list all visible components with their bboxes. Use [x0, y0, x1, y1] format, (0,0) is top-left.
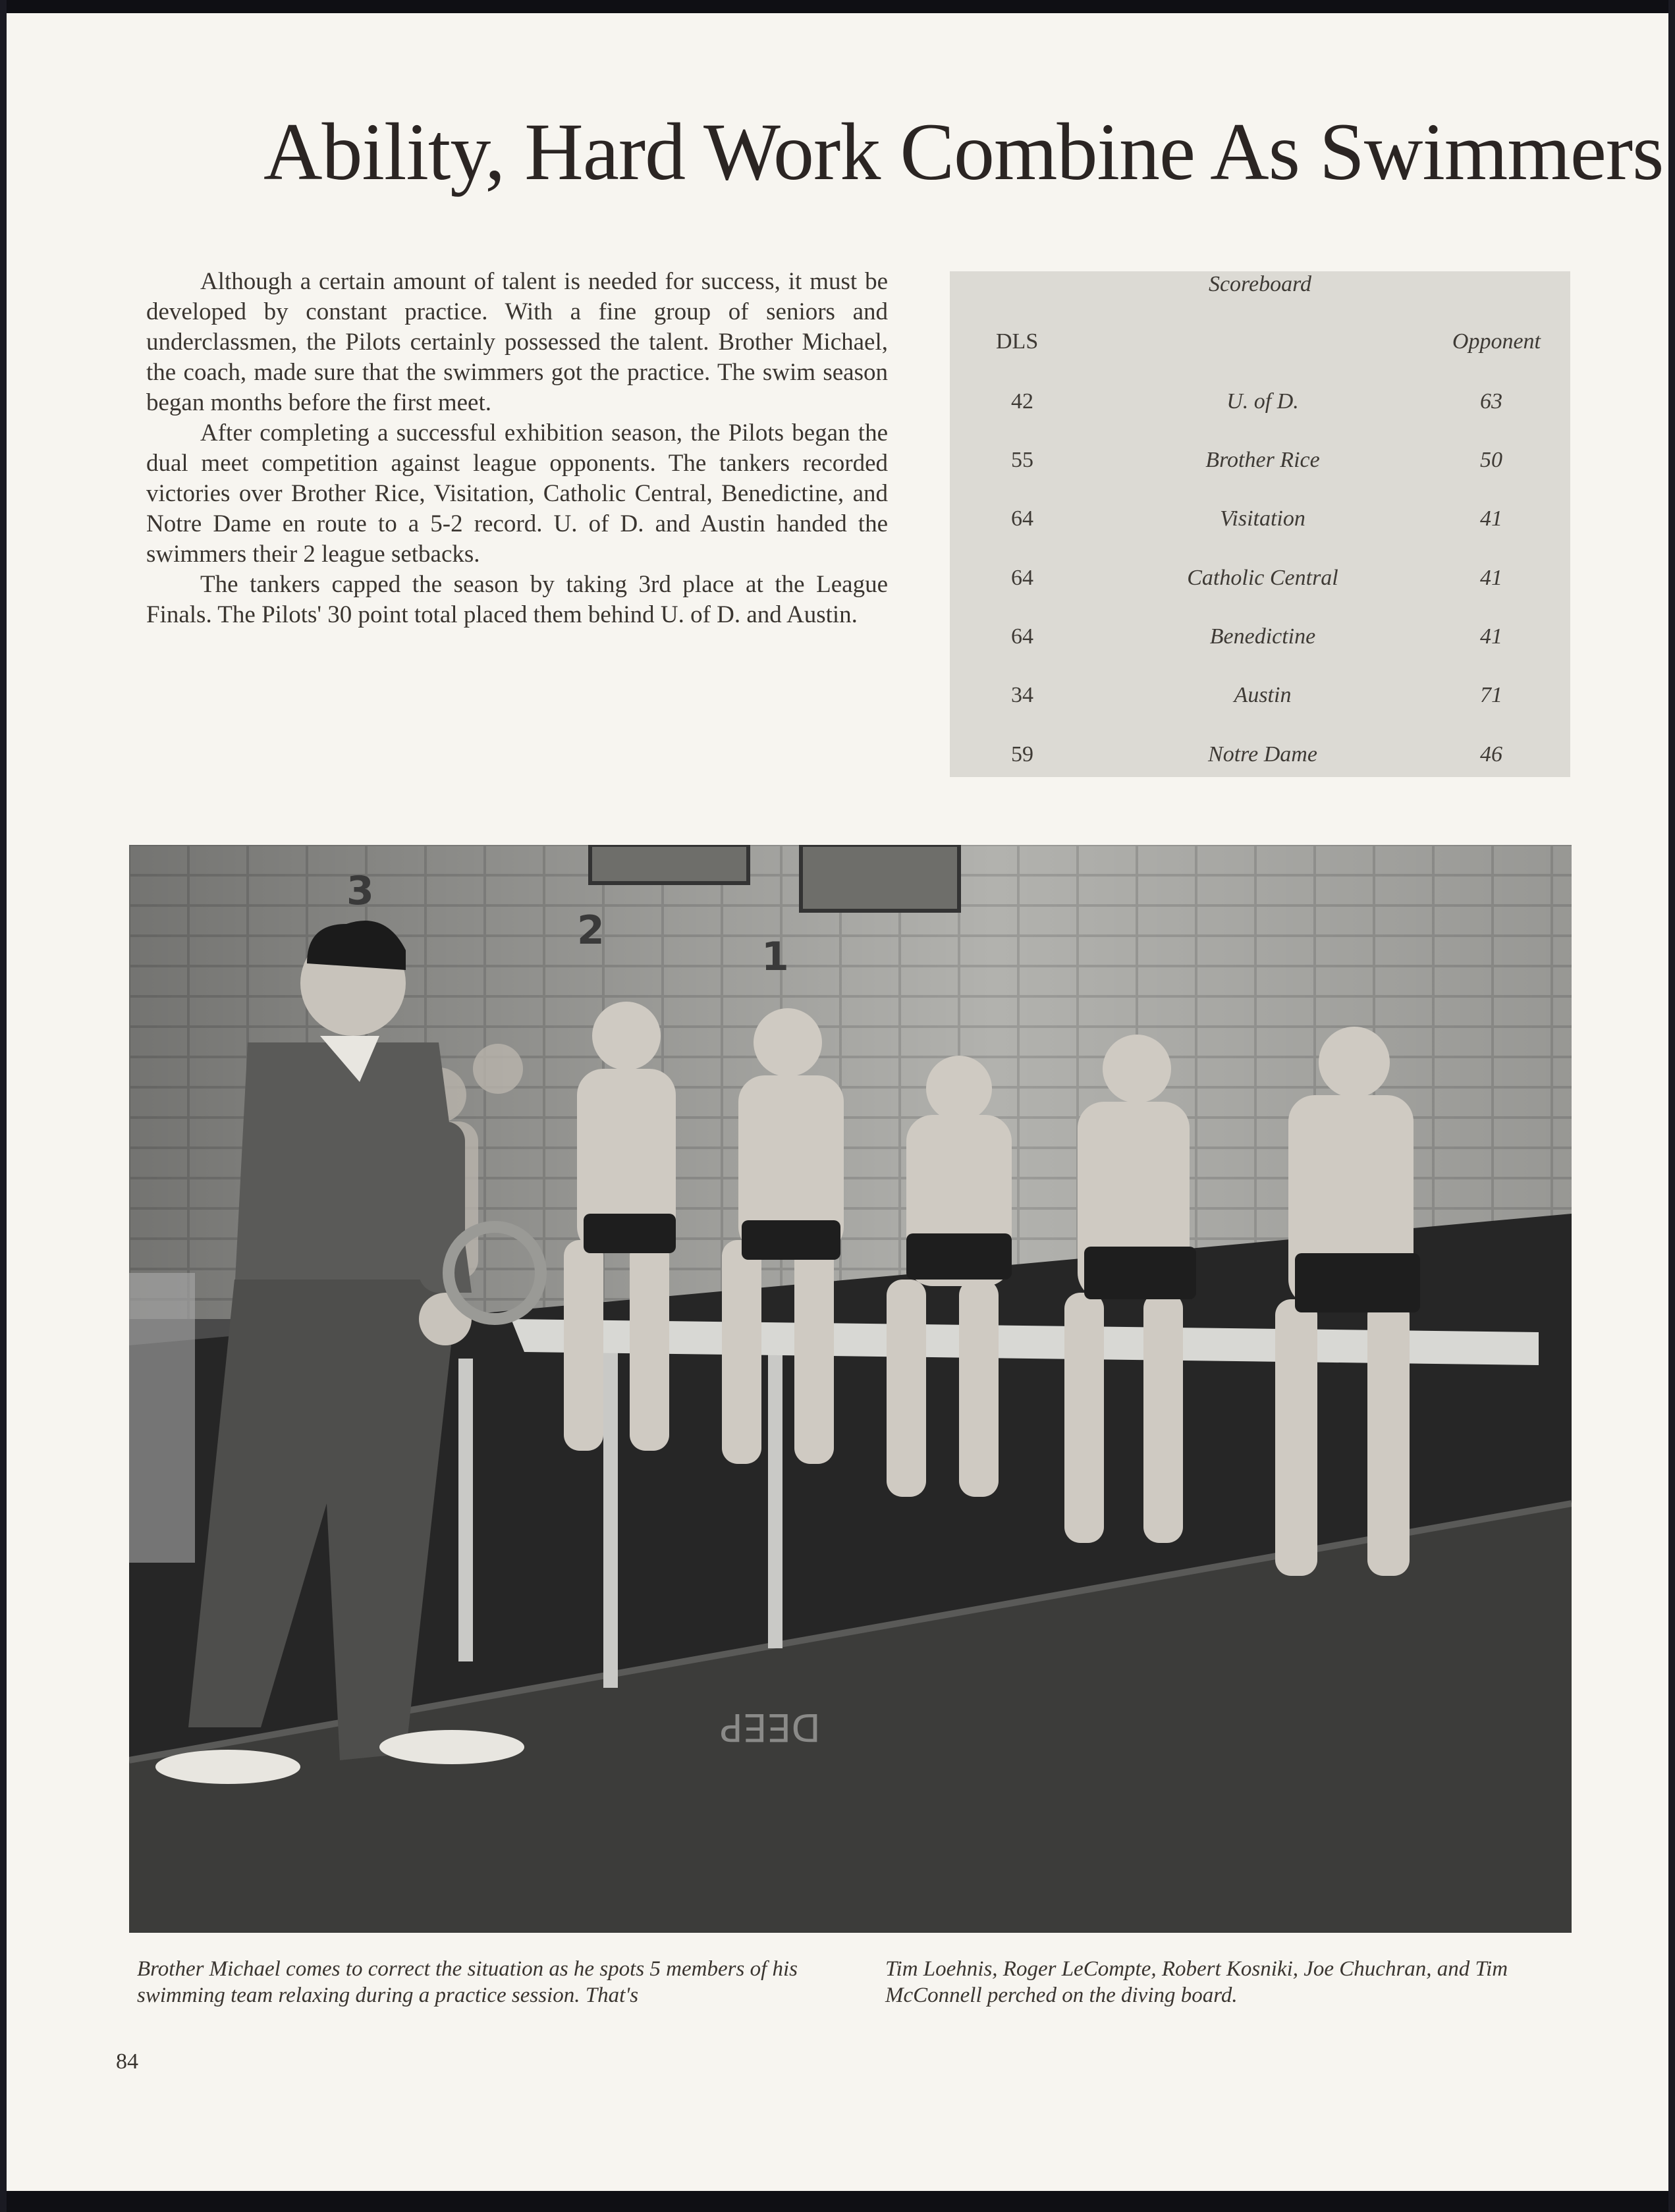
opponent-team: Benedictine	[1209, 624, 1316, 649]
page-headline: Ability, Hard Work Combine As Swimmers	[263, 107, 1664, 197]
page-number: 84	[116, 2049, 138, 2074]
dls-score: 34	[1011, 683, 1033, 707]
swim-team-photo	[129, 845, 1572, 1933]
opponent-score: 41	[1480, 506, 1502, 531]
dls-score: 64	[1011, 506, 1033, 531]
dls-score: 64	[1011, 566, 1033, 590]
scan-edge-bottom	[0, 2191, 1675, 2212]
lane-number: 3	[346, 868, 374, 914]
scoreboard-title: Scoreboard	[1208, 272, 1312, 296]
deck-marking: DEEP	[720, 1705, 821, 1750]
wall-plaque	[590, 845, 748, 883]
scoreboard-row	[950, 739, 1570, 770]
photo-caption-right: Tim Loehnis, Roger LeCompte, Robert Kosniki, Joe Chuchran, and Tim McConnell perched on the diving board.	[885, 1957, 1508, 2007]
ladder-rail	[458, 1359, 473, 1661]
opponent-score: 41	[1480, 566, 1502, 590]
ladder-rail	[603, 1345, 618, 1688]
opponent-score: 46	[1480, 742, 1502, 767]
dls-score: 64	[1011, 624, 1033, 649]
scoreboard-row	[950, 503, 1570, 535]
dls-score: 59	[1011, 742, 1033, 767]
body-paragraph: The tankers capped the season by taking 3rd place at the League Finals. The Pilots' 30 point total placed them behind U. of D. and Austin.	[146, 571, 888, 628]
lane-number: 2	[577, 907, 605, 954]
scoreboard-table	[950, 271, 1570, 777]
wall-plaque	[801, 845, 959, 911]
scan-edge-right	[1668, 0, 1675, 2212]
dls-score: 55	[1011, 448, 1033, 472]
opponent-score: 71	[1480, 683, 1502, 707]
opponent-team: Austin	[1234, 683, 1292, 707]
opponent-team: Catholic Central	[1187, 566, 1338, 590]
opponent-team: Visitation	[1220, 506, 1305, 531]
column-header-dls: DLS	[996, 329, 1039, 354]
opponent-score: 41	[1480, 624, 1502, 649]
scoreboard-row	[950, 562, 1570, 594]
lane-number: 1	[761, 934, 789, 980]
scoreboard-row	[950, 621, 1570, 653]
dls-score: 42	[1011, 389, 1033, 414]
opponent-score: 63	[1480, 389, 1502, 414]
ladder-rail	[768, 1332, 783, 1648]
opponent-team: Brother Rice	[1205, 448, 1320, 472]
body-paragraph: After completing a successful exhibition season, the Pilots began the dual meet competition against league opponents. The tankers recorded victories over Brother Rice, Visitation, Catholic Central, Benedictine, and Notre Dame en route to a 5-2 record. U. of D. and Austin handed the swimmers their 2 league setbacks.	[146, 419, 888, 568]
column-header-opponent: Opponent	[1452, 329, 1541, 354]
scan-edge-left	[0, 0, 7, 2212]
scoreboard-row	[950, 680, 1570, 711]
scoreboard-row	[950, 386, 1570, 418]
body-paragraph: Although a certain amount of talent is needed for success, it must be developed by constant practice. With a fine group of seniors and underclassmen, the Pilots certainly possessed the talent. Brother Michael, the coach, made sure that the swimmers got the practice. The swim season began months before the first meet.	[146, 268, 888, 416]
photo-caption-left: Brother Michael comes to correct the situation as he spots 5 members of his swimming team relaxing during a practice session. That's	[137, 1957, 798, 2007]
opponent-team: Notre Dame	[1208, 742, 1317, 767]
article-body	[146, 267, 888, 630]
opponent-score: 50	[1480, 448, 1502, 472]
opponent-team: U. of D.	[1226, 389, 1299, 414]
scoreboard-row	[950, 445, 1570, 476]
photo-illustration	[129, 845, 1572, 1933]
scan-edge-top	[0, 0, 1675, 13]
